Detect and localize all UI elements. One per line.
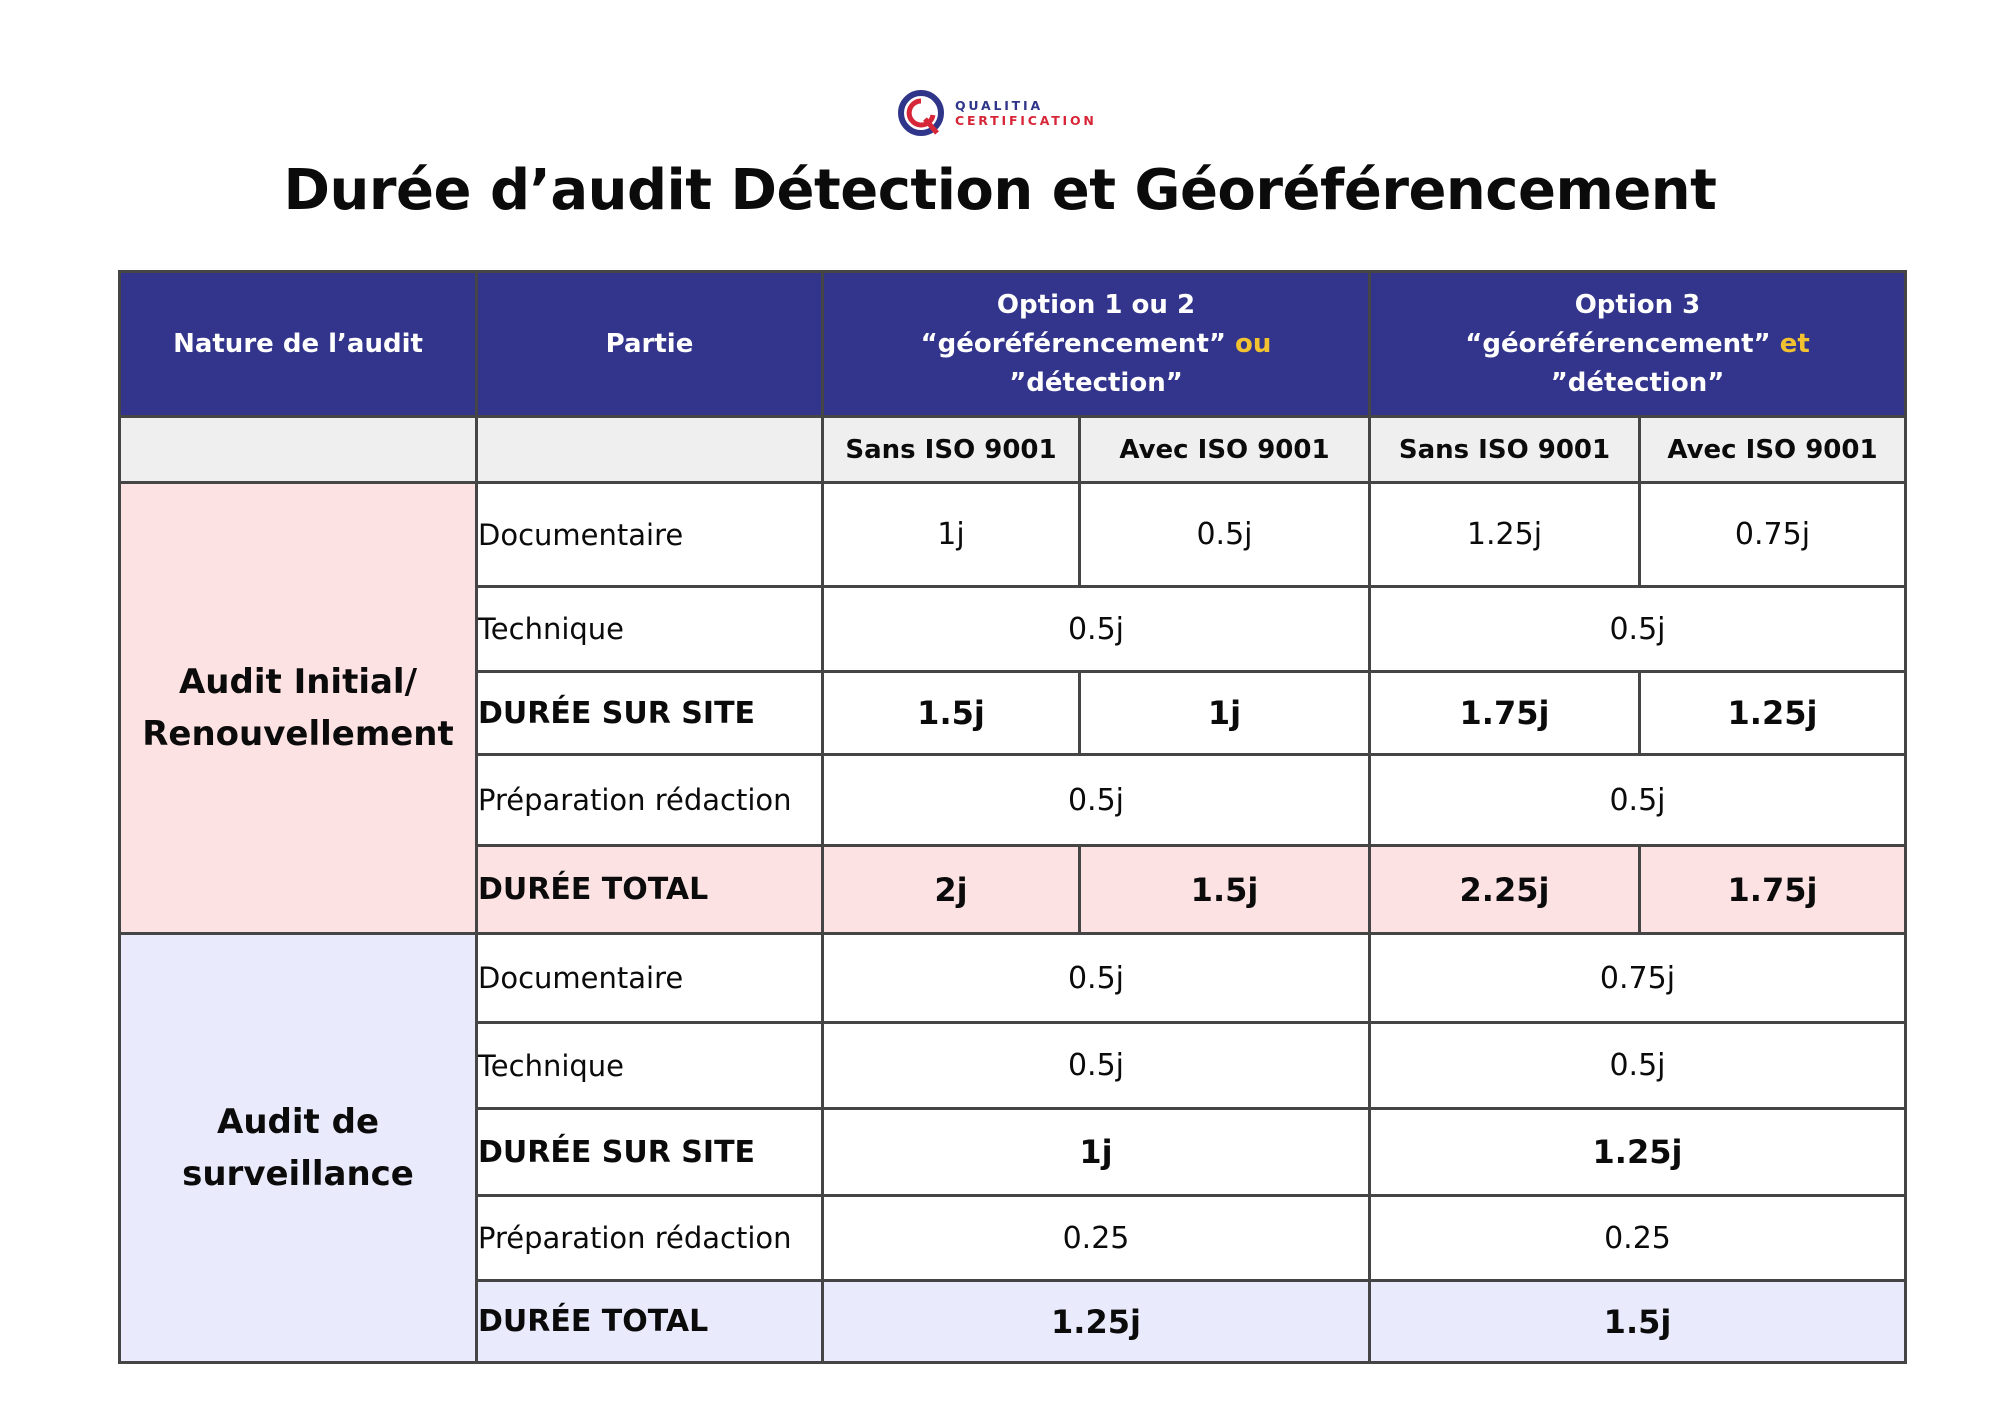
value-cell: 1.25j	[823, 1281, 1370, 1363]
partie-label: Documentaire	[477, 934, 823, 1023]
value-cell: 0.5j	[823, 934, 1370, 1023]
header-partie: Partie	[477, 272, 823, 417]
value-cell: 0.5j	[1370, 587, 1906, 672]
partie-label: Préparation rédaction	[477, 1196, 823, 1281]
value-cell: 1.75j	[1370, 672, 1640, 755]
value-cell: 1.75j	[1640, 846, 1906, 934]
value-cell: 0.25	[823, 1196, 1370, 1281]
header-nature: Nature de l’audit	[120, 272, 477, 417]
nature-initial-line2: Renouvellement	[142, 714, 454, 754]
value-cell: 2.25j	[1370, 846, 1640, 934]
nature-surveillance-line2: surveillance	[182, 1154, 414, 1194]
partie-label: DURÉE TOTAL	[477, 1281, 823, 1363]
logo-subtitle: CERTIFICATION	[955, 113, 1097, 128]
q-logo-icon	[895, 87, 947, 139]
logo-name: QUALITIA	[955, 98, 1043, 113]
value-cell: 0.75j	[1640, 483, 1906, 587]
subheader-o12-avec: Avec ISO 9001	[1080, 417, 1370, 483]
value-cell: 0.75j	[1370, 934, 1906, 1023]
value-cell: 1.5j	[1080, 846, 1370, 934]
subheader-empty-partie	[477, 417, 823, 483]
value-cell: 0.5j	[823, 1023, 1370, 1109]
subheader-o3-avec: Avec ISO 9001	[1640, 417, 1906, 483]
nature-surveillance-line1: Audit de	[217, 1102, 379, 1142]
subheader-o12-sans: Sans ISO 9001	[823, 417, 1080, 483]
nature-surveillance	[120, 934, 477, 1363]
table-row	[120, 483, 1906, 587]
option12-title: Option 1 ou 2	[996, 289, 1196, 320]
page-title: Durée d’audit Détection et Géoréférencement	[283, 158, 1717, 223]
header-option-3	[1370, 272, 1906, 417]
value-cell: 2j	[823, 846, 1080, 934]
value-cell: 0.5j	[1370, 1023, 1906, 1109]
partie-label: DURÉE SUR SITE	[477, 1109, 823, 1196]
value-cell: 1j	[1080, 672, 1370, 755]
header-row	[120, 272, 1906, 417]
partie-label: Technique	[477, 587, 823, 672]
option3-detection: ”détection”	[1550, 367, 1725, 398]
option12-georef: “géoréférencement”	[920, 328, 1226, 359]
option12-connector: ou	[1235, 328, 1272, 359]
value-cell: 0.5j	[823, 755, 1370, 846]
value-cell: 1.25j	[1370, 483, 1640, 587]
value-cell: 0.5j	[823, 587, 1370, 672]
value-cell: 1.25j	[1370, 1109, 1906, 1196]
option3-connector: et	[1779, 328, 1810, 359]
partie-label: Préparation rédaction	[477, 755, 823, 846]
option3-title: Option 3	[1574, 289, 1701, 320]
subheader-o3-sans: Sans ISO 9001	[1370, 417, 1640, 483]
value-cell: 1.25j	[1640, 672, 1906, 755]
subheader-empty-nature	[120, 417, 477, 483]
subheader-row	[120, 417, 1906, 483]
value-cell: 1j	[823, 1109, 1370, 1196]
nature-initial	[120, 483, 477, 934]
header-option-1-2	[823, 272, 1370, 417]
value-cell: 1j	[823, 483, 1080, 587]
partie-label: Technique	[477, 1023, 823, 1109]
nature-initial-line1: Audit Initial/	[178, 662, 418, 702]
value-cell: 1.5j	[823, 672, 1080, 755]
value-cell: 0.5j	[1080, 483, 1370, 587]
option3-georef: “géoréférencement”	[1465, 328, 1771, 359]
value-cell: 1.5j	[1370, 1281, 1906, 1363]
audit-duration-table	[118, 270, 1907, 1364]
partie-label: DURÉE SUR SITE	[477, 672, 823, 755]
option12-detection: ”détection”	[1009, 367, 1183, 398]
qualitia-logo	[895, 88, 1125, 138]
value-cell: 0.25	[1370, 1196, 1906, 1281]
table-row	[120, 934, 1906, 1023]
partie-label: Documentaire	[477, 483, 823, 587]
value-cell: 0.5j	[1370, 755, 1906, 846]
partie-label: DURÉE TOTAL	[477, 846, 823, 934]
